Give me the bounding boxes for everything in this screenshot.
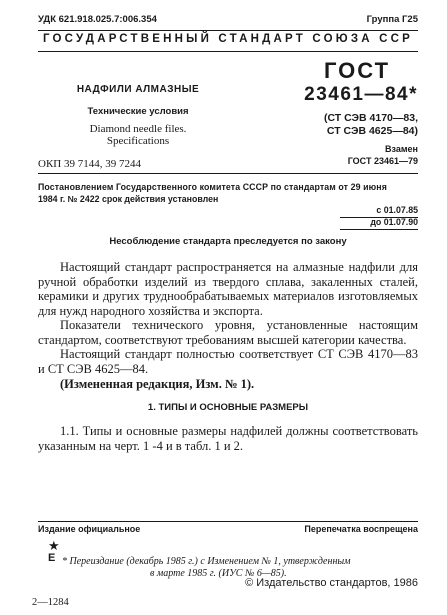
- udk-code: УДК 621.918.025.7:006.354: [38, 14, 157, 25]
- group-code: Группа Г25: [366, 14, 418, 25]
- paragraph-compliance-text: Настоящий стандарт полностью соответствует СТ СЭВ 4170—83 и СТ СЭВ 4625—84.: [38, 347, 418, 376]
- page-code: 2—1284: [32, 597, 69, 608]
- gost-number: 23461—84*: [304, 84, 418, 105]
- reissue-note-1: * Переиздание (декабрь 1985 г.) с Изменением № 1, утвержденным: [62, 556, 351, 567]
- sev-ref-1: (СТ СЭВ 4170—83,: [323, 112, 418, 124]
- footer-rule: [38, 521, 418, 522]
- paragraph-scope: [38, 260, 418, 318]
- paragraph-compliance: [38, 347, 418, 376]
- paragraph-quality-text: Показатели технического уровня, установленные настоящим стандартом, соответствуют требованиям высшей категории качества.: [38, 318, 418, 347]
- reissue-note-2: в марте 1985 г. (ИУС № 6—85).: [150, 568, 287, 579]
- title-en-2: Specifications: [106, 135, 170, 147]
- okp-code: ОКП 39 7144, 39 7244: [38, 158, 141, 170]
- paragraph-types: [38, 424, 418, 453]
- decree-line-1: Постановлением Государственного комитета СССР по стандартам от 29 июня: [38, 182, 387, 192]
- warning-notice: Несоблюдение стандарта преследуется по закону: [109, 236, 347, 247]
- reprint-prohibited: Перепечатка воспрещена: [304, 524, 418, 534]
- valid-from: с 01.07.85: [376, 205, 418, 215]
- official-edition: Издание официальное: [38, 524, 141, 534]
- paragraph-types-text: 1.1. Типы и основные размеры надфилей должны соответствовать указанным на черт. 1 -4 и в табл. 1 и 2.: [38, 424, 418, 453]
- title-en-1: Diamond needle files.: [89, 123, 187, 135]
- title-block: [38, 84, 238, 147]
- e-mark: Е: [48, 552, 56, 564]
- decree-line-2: 1984 г. № 2422 срок действия установлен: [38, 194, 219, 204]
- valid-until-underline: [340, 229, 418, 230]
- header-rule-top: [38, 30, 418, 31]
- copyright: © Издательство стандартов, 1986: [245, 577, 418, 589]
- replaces-standard: ГОСТ 23461—79: [347, 156, 418, 166]
- subtitle-ru: Технические условия: [87, 106, 189, 117]
- title-rule: [38, 173, 418, 174]
- replaces-label: Взамен: [385, 144, 418, 154]
- standard-banner: ГОСУДАРСТВЕННЫЙ СТАНДАРТ СОЮЗА ССР: [42, 33, 414, 45]
- star-icon: ★: [48, 538, 60, 553]
- section-title: 1. ТИПЫ И ОСНОВНЫЕ РАЗМЕРЫ: [147, 402, 309, 413]
- header-rule-bottom: [38, 51, 418, 52]
- paragraph-quality: [38, 318, 418, 347]
- gost-label: ГОСТ: [323, 58, 391, 83]
- sev-ref-2: СТ СЭВ 4625—84): [326, 125, 418, 137]
- paragraph-scope-text: Настоящий стандарт распространяется на алмазные надфили для ручной обработки изделий из твердого сплава, закаленных сталей, керамики и других труднообрабатываемых материалов изготовляемых для нужд народного хозяйства и экспорта.: [38, 260, 418, 318]
- title-ru: НАДФИЛИ АЛМАЗНЫЕ: [76, 84, 200, 95]
- edition-note: (Измененная редакция, Изм. № 1).: [60, 377, 255, 391]
- valid-until: до 01.07.90: [370, 217, 418, 227]
